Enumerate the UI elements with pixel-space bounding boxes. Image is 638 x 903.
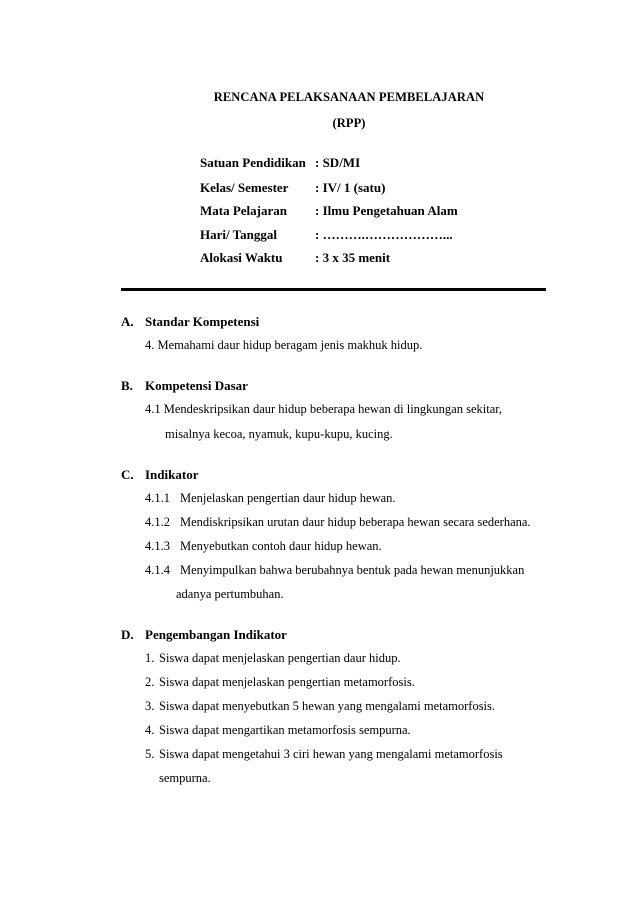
section-a-heading <box>121 314 259 330</box>
meta-value: : 3 x 35 menit <box>315 250 391 265</box>
section-b-line: 4.1 Mendeskripsikan daur hidup beberapa hewan di lingkungan sekitar, <box>145 402 503 416</box>
item-number: 4.1.4 <box>145 563 170 577</box>
pengembangan-continuation: sempurna. <box>159 771 211 785</box>
item-number: 4.1.2 <box>145 515 170 529</box>
section-letter: D. <box>121 627 134 642</box>
meta-value: : IV/ 1 (satu) <box>315 180 386 195</box>
pengembangan-item <box>145 723 411 738</box>
section-title: Pengembangan Indikator <box>145 627 287 642</box>
indikator-item <box>145 515 531 530</box>
indikator-item <box>145 563 524 578</box>
section-letter: A. <box>121 314 134 329</box>
header-divider <box>121 288 546 291</box>
meta-label: Satuan Pendidikan <box>200 155 306 170</box>
indikator-item <box>145 491 396 506</box>
item-text: Menyimpulkan bahwa berubahnya bentuk pada hewan menunjukkan <box>180 563 525 577</box>
pengembangan-item <box>145 699 495 714</box>
meta-label: Mata Pelajaran <box>200 203 288 218</box>
item-number: 4. <box>145 723 155 737</box>
meta-value: : Ilmu Pengetahuan Alam <box>315 203 458 218</box>
pengembangan-item <box>145 675 415 690</box>
indikator-item <box>145 539 382 554</box>
item-text: Siswa dapat menjelaskan pengertian metamorfosis. <box>159 675 415 689</box>
meta-label: Kelas/ Semester <box>200 180 289 195</box>
pengembangan-item <box>145 747 503 762</box>
section-title: Indikator <box>145 467 199 482</box>
item-text: Siswa dapat mengetahui 3 ciri hewan yang mengalami metamorfosis <box>159 747 503 761</box>
section-title: Kompetensi Dasar <box>145 378 248 393</box>
item-text: Menyebutkan contoh daur hidup hewan. <box>180 539 382 553</box>
item-text: Siswa dapat menyebutkan 5 hewan yang mengalami metamorfosis. <box>159 699 496 713</box>
meta-label: Alokasi Waktu <box>200 250 283 265</box>
section-a-line: 4. Memahami daur hidup beragam jenis makhuk hidup. <box>145 338 423 352</box>
item-number: 4.1.3 <box>145 539 170 553</box>
meta-label: Hari/ Tanggal <box>200 227 277 242</box>
item-text: Menjelaskan pengertian daur hidup hewan. <box>180 491 396 505</box>
item-number: 5. <box>145 747 155 761</box>
document-subtitle: (RPP) <box>332 116 366 130</box>
item-number: 3. <box>145 699 155 713</box>
section-letter: C. <box>121 467 134 482</box>
meta-value: : ……….………………... <box>315 227 453 242</box>
item-number: 1. <box>145 651 155 665</box>
item-text: Mendiskripsikan urutan daur hidup beberapa hewan secara sederhana. <box>180 515 531 529</box>
pengembangan-item <box>145 651 401 666</box>
item-text: Siswa dapat mengartikan metamorfosis sempurna. <box>159 723 411 737</box>
section-b-heading <box>121 378 248 394</box>
section-title: Standar Kompetensi <box>145 314 260 329</box>
meta-value: : SD/MI <box>315 155 361 170</box>
section-d-heading <box>121 627 287 643</box>
item-text: Siswa dapat menjelaskan pengertian daur hidup. <box>159 651 401 665</box>
section-letter: B. <box>121 378 133 393</box>
section-b-continuation: misalnya kecoa, nyamuk, kupu-kupu, kucing. <box>165 427 393 441</box>
item-number: 4.1.1 <box>145 491 170 505</box>
indikator-continuation: adanya pertumbuhan. <box>176 587 284 601</box>
document-title: RENCANA PELAKSANAAN PEMBELAJARAN <box>213 90 485 104</box>
section-c-heading <box>121 467 198 483</box>
item-number: 2. <box>145 675 155 689</box>
